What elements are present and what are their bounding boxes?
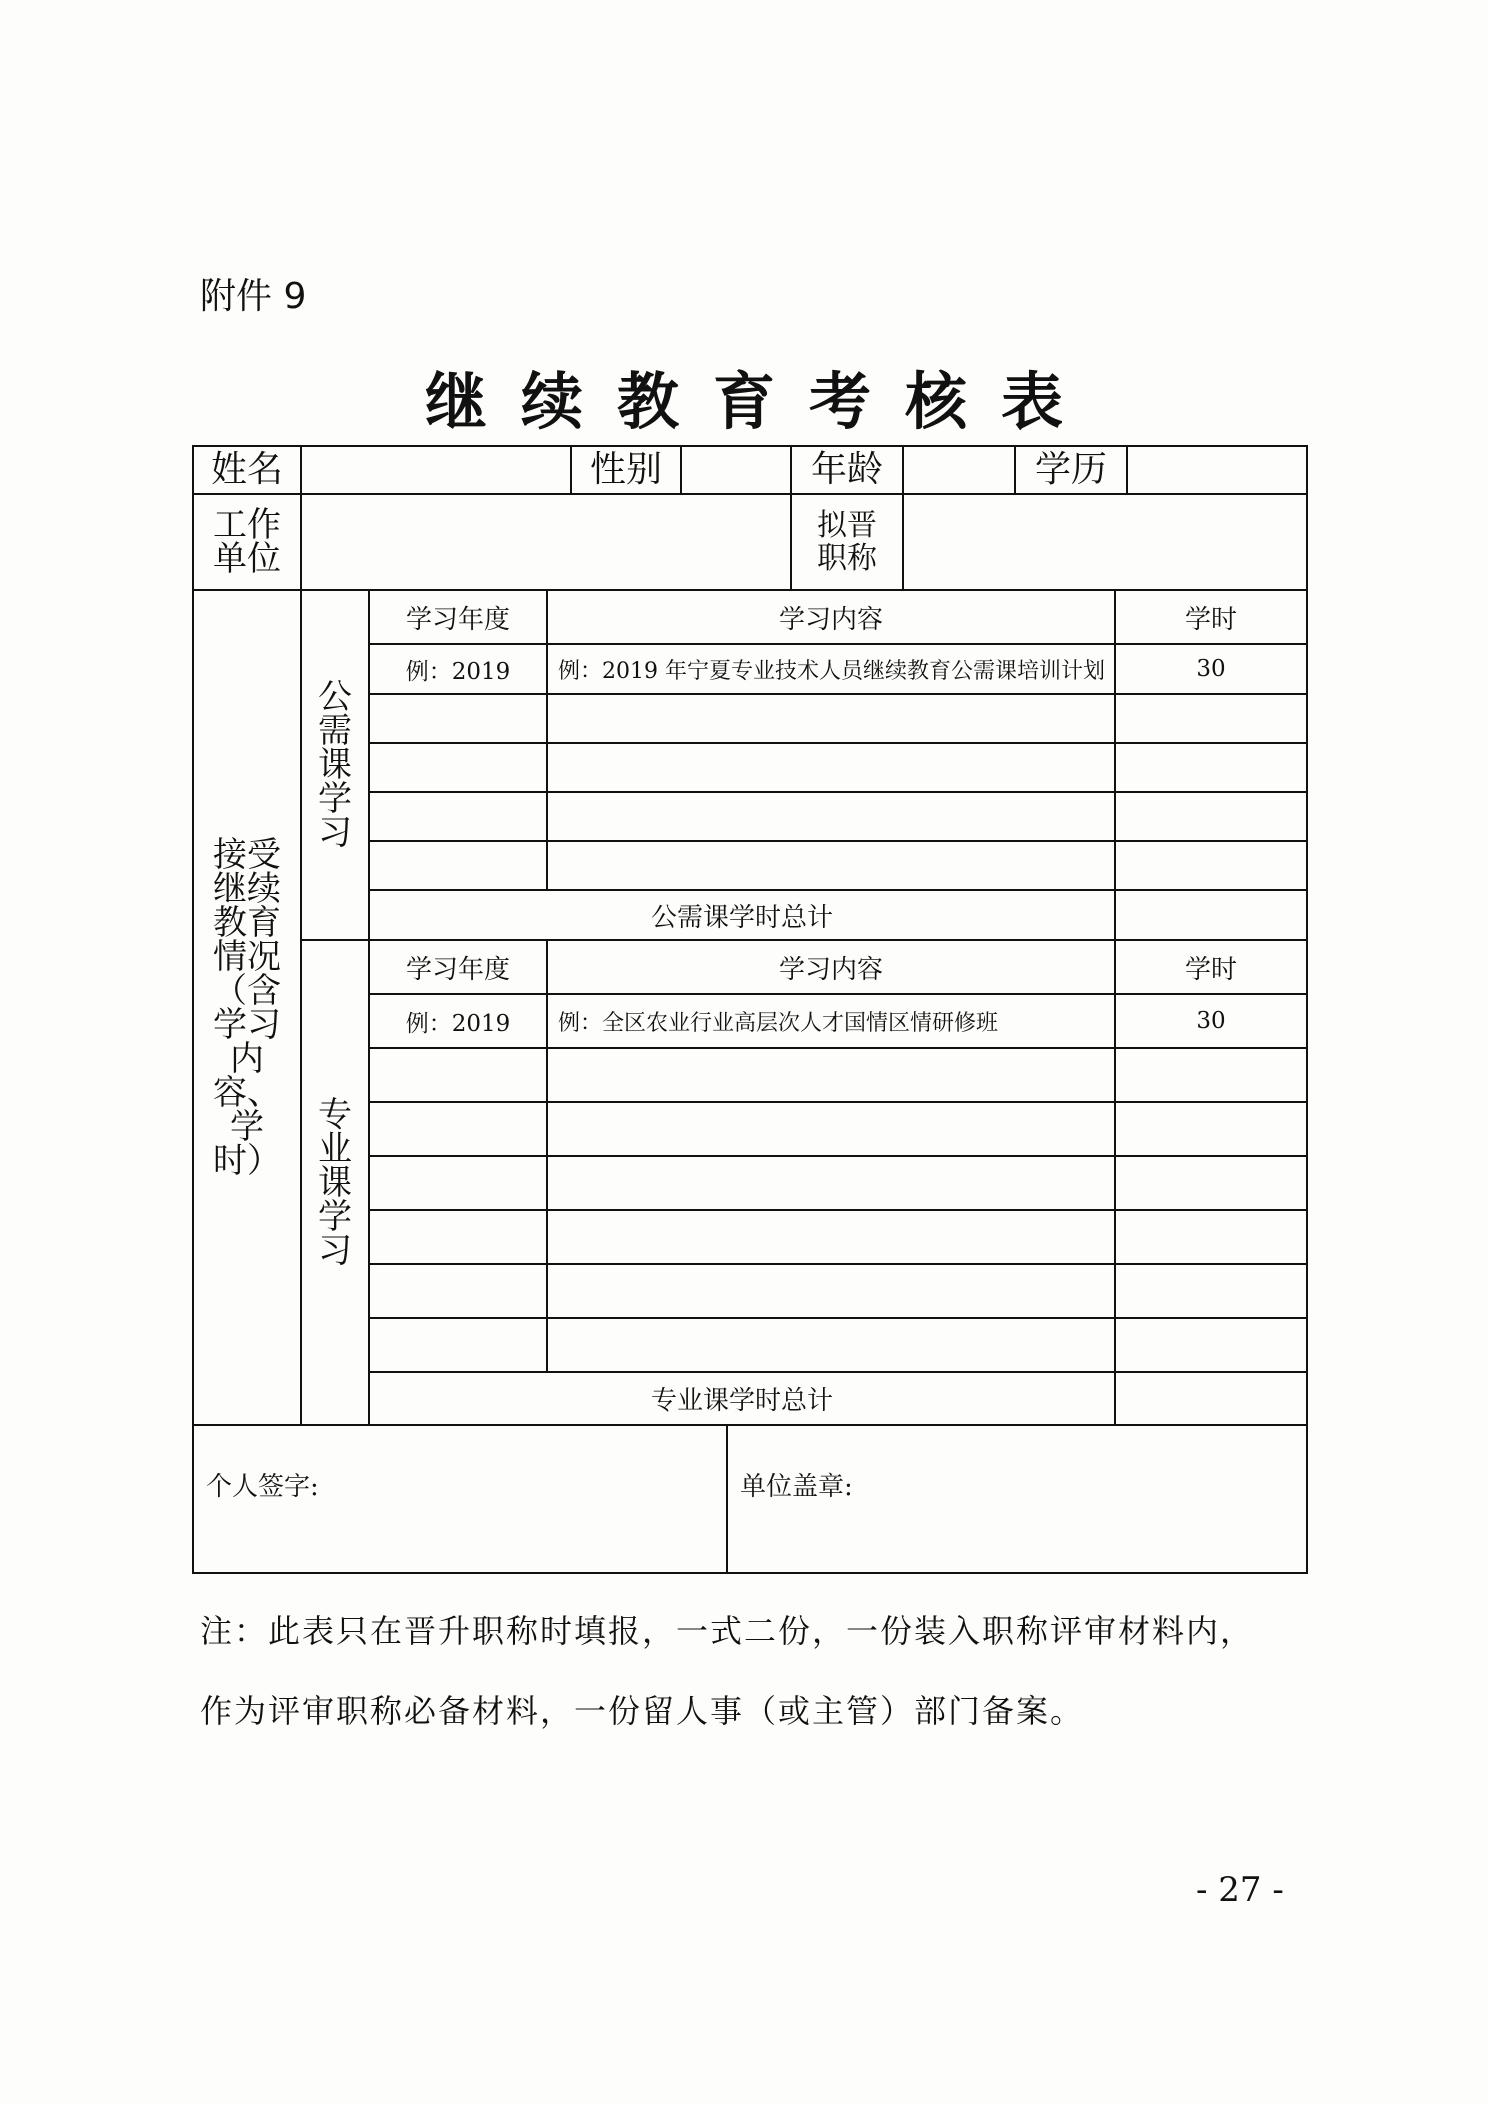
public-hours-field[interactable] [1114,840,1308,891]
workplace-field[interactable] [300,493,792,591]
professional-hours-field[interactable] [1114,1101,1308,1157]
public-example-year: 例：2019 [368,643,548,695]
section-label-cell [192,589,302,1426]
professional-hours-field[interactable] [1114,1209,1308,1265]
professional-example-content: 例：全区农业行业高层次人才国情区情研修班 [546,993,1116,1049]
public-total-field[interactable] [1114,889,1308,941]
public-hours-field[interactable] [1114,693,1308,744]
section-label: 接受继续教育情况（含学习内容、学时） [213,834,281,1181]
professional-year-field[interactable] [368,1263,548,1319]
signature-field[interactable] [192,1424,728,1574]
footnote-line-2: 作为评审职称必备材料，一份留人事（或主管）部门备案。 [200,1692,1085,1730]
professional-course-label-cell [300,939,370,1426]
gender-label: 性别 [570,445,682,495]
professional-hours-field[interactable] [1114,1155,1308,1211]
professional-course-label: 专业课学习 [318,1094,352,1271]
professional-total-field[interactable] [1114,1371,1308,1426]
name-field[interactable] [300,445,572,495]
professional-example-hours: 30 [1114,993,1308,1049]
professional-year-field[interactable] [368,1209,548,1265]
public-content-field[interactable] [546,791,1116,842]
public-hours-field[interactable] [1114,742,1308,793]
professional-example-year: 例：2019 [368,993,548,1049]
public-year-field[interactable] [368,693,548,744]
name-label: 姓名 [192,445,302,495]
professional-content-field[interactable] [546,1317,1116,1373]
public-col-year: 学习年度 [368,589,548,645]
professional-hours-field[interactable] [1114,1263,1308,1319]
page-number: - 27 - [1196,1870,1284,1910]
public-col-content: 学习内容 [546,589,1116,645]
public-course-label: 公需课学习 [318,677,352,853]
professional-hours-field[interactable] [1114,1047,1308,1103]
public-content-field[interactable] [546,693,1116,744]
public-hours-field[interactable] [1114,791,1308,842]
public-course-label-cell [300,589,370,941]
seal-label: 单位盖章: [740,1472,853,1502]
professional-content-field[interactable] [546,1047,1116,1103]
age-field[interactable] [902,445,1016,495]
age-label: 年龄 [790,445,904,495]
professional-hours-field[interactable] [1114,1317,1308,1373]
professional-content-field[interactable] [546,1101,1116,1157]
footnote-line-1: 注：此表只在晋升职称时填报，一式二份，一份装入职称评审材料内， [200,1612,1255,1650]
public-year-field[interactable] [368,791,548,842]
professional-year-field[interactable] [368,1155,548,1211]
title-applied-label-cell [790,493,904,591]
public-example-hours: 30 [1114,643,1308,695]
workplace-label-cell [192,493,302,591]
public-year-field[interactable] [368,840,548,891]
title-applied-field[interactable] [902,493,1308,591]
professional-col-year: 学习年度 [368,939,548,995]
education-label: 学历 [1014,445,1128,495]
professional-year-field[interactable] [368,1317,548,1373]
professional-year-field[interactable] [368,1101,548,1157]
professional-content-field[interactable] [546,1209,1116,1265]
public-year-field[interactable] [368,742,548,793]
education-field[interactable] [1126,445,1308,495]
professional-total-label: 专业课学时总计 [368,1371,1116,1426]
professional-col-hours: 学时 [1114,939,1308,995]
public-content-field[interactable] [546,742,1116,793]
workplace-label: 工作单位 [213,505,281,579]
gender-field[interactable] [680,445,792,495]
professional-year-field[interactable] [368,1047,548,1103]
form-title: 继续教育考核表 [424,365,1097,438]
attachment-label: 附件 9 [200,276,307,317]
public-col-hours: 学时 [1114,589,1308,645]
signature-label: 个人签字: [206,1472,319,1502]
professional-content-field[interactable] [546,1155,1116,1211]
public-example-content: 例：2019 年宁夏专业技术人员继续教育公需课培训计划 [546,643,1116,695]
professional-col-content: 学习内容 [546,939,1116,995]
title-applied-label: 拟晋职称 [817,508,877,576]
public-content-field[interactable] [546,840,1116,891]
public-total-label: 公需课学时总计 [368,889,1116,941]
seal-field[interactable] [726,1424,1308,1574]
professional-content-field[interactable] [546,1263,1116,1319]
